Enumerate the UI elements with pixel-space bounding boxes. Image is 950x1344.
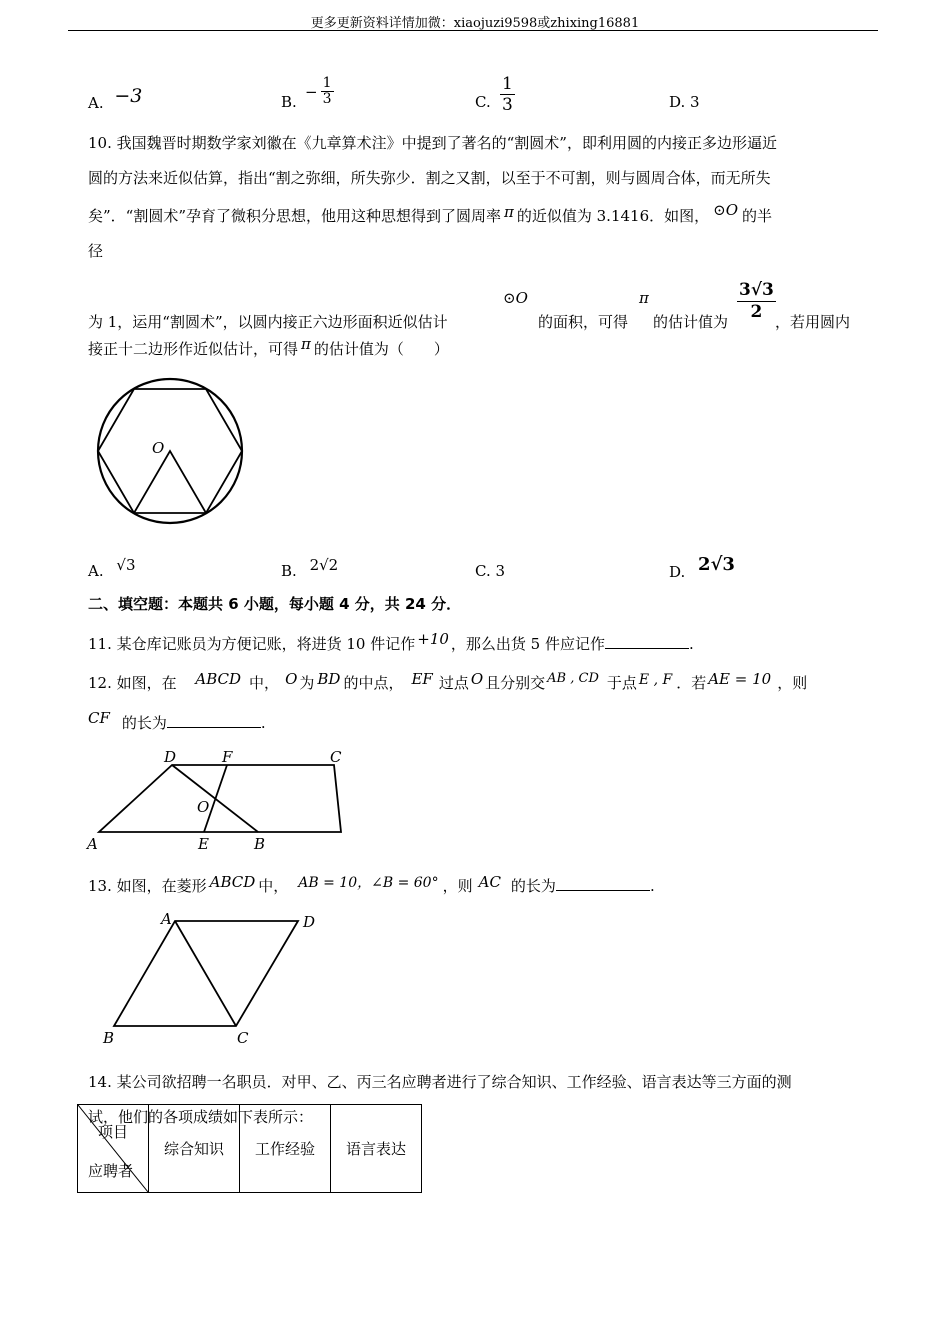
corner-bottom-label: 应聘者: [88, 1162, 134, 1180]
label-d: D: [303, 913, 316, 931]
q9-option-d: D. 3: [669, 93, 700, 111]
table-header-cell: 工作经验: [240, 1105, 331, 1193]
q10-line-4: 径: [88, 242, 104, 260]
q11-text: 11. 某仓库记账员为方便记账，将进货 10 件记作 +10 ，那么出货 5 件应记作 .: [88, 630, 694, 653]
q9-option-b-label: B.: [281, 93, 297, 111]
q14-line-2: 试，他们的各项成绩如下表所示：: [88, 1108, 314, 1126]
q13-answer-blank[interactable]: [556, 876, 650, 891]
label-c: C: [330, 748, 342, 766]
q10-line-2: 圆的方法来近似估算，指出“割之弥细，所失弥少．割之又割，以至于不可割，则与圆周合体，而无所失: [88, 169, 771, 187]
header-divider: [68, 30, 878, 31]
q10-line-5c: 的估计值为: [653, 313, 729, 331]
label-d: D: [164, 748, 177, 766]
q12-parallelogram-figure: [82, 745, 352, 855]
q10-line-6: 接正十二边形作近似估计，可得 π 的估计值为（ ）: [88, 335, 449, 358]
table-header-cell: 语言表达: [331, 1105, 422, 1193]
label-c: C: [237, 1029, 249, 1047]
q12-answer-blank[interactable]: [167, 713, 261, 728]
q9-option-a: A. −3: [88, 85, 143, 112]
label-a: A: [161, 910, 172, 928]
q9-option-b-value: − $\frac{1}{3}$: [305, 75, 332, 107]
label-e: E: [198, 835, 209, 853]
q13-rhombus-figure: [95, 905, 325, 1050]
label-o: O: [197, 798, 210, 816]
q9-option-c-label: C.: [475, 93, 491, 111]
q10-option-a: A. √3: [88, 556, 136, 580]
label-a: A: [87, 835, 98, 853]
q10-line-1: 10. 我国魏晋时期数学家刘徽在《九章算术注》中提到了著名的“割圆术”，即利用圆的内接正多边形逼近: [88, 134, 777, 152]
q14-line-1: 14. 某公司欲招聘一名职员．对甲、乙、丙三名应聘者进行了综合知识、工作经验、语言表达等三方面的测: [88, 1073, 792, 1091]
q10-pi-symbol: π: [639, 289, 649, 307]
q10-circle-o: ⊙O: [503, 289, 528, 307]
page-header-text: 更多更新资料详情加微：xiaojuzi9598或zhixing16881: [310, 16, 640, 31]
q10-hexagon-figure: [95, 375, 245, 527]
q10-line-5d: ，若用圆内: [775, 313, 851, 331]
corner-top-label: 项目: [98, 1123, 129, 1141]
q10-line-5a: 为 1，运用“割圆术”，以圆内接正六边形面积近似估计: [88, 313, 448, 331]
table-corner-cell: [78, 1105, 149, 1193]
parallelogram-abcd: [99, 765, 341, 832]
q10-option-d: D. 2√3: [669, 554, 735, 581]
q12-line-2: CF 的长为 .: [88, 709, 266, 732]
section-2-title: 二、填空题：本题共 6 小题，每小题 4 分，共 24 分．: [88, 595, 462, 613]
q10-line-3: 矣”．“割圆术”孕育了微积分思想，他用这种思想得到了圆周率 π 的近似值为 3.1416．如图， ⊙O 的半: [88, 201, 773, 225]
q14-score-table: [77, 1104, 422, 1193]
label-o: O: [152, 439, 165, 457]
center-triangle: [134, 451, 206, 513]
label-f: F: [222, 748, 233, 766]
q10-fraction: $\frac{3√3}{2}$: [739, 280, 774, 322]
label-b: B: [254, 835, 266, 853]
q10-option-b: B. 2√2: [281, 556, 339, 580]
q9-option-c-value: $\frac{1}{3}$: [502, 74, 513, 115]
q13-text: 13. 如图，在菱形 ABCD 中， AB = 10，∠B = 60° ，则 AC 的长为 .: [88, 873, 655, 895]
table-header-cell: 综合知识: [149, 1105, 240, 1193]
q12-line-1: 12. 如图，在 ABCD 中， O 为 BD 的中点， EF 过点 O 且分别交 AB , CD 于点 E , F ．若 AE = 10 ，则: [88, 670, 808, 692]
q11-answer-blank[interactable]: [605, 634, 689, 649]
diagonal-ac: [175, 921, 236, 1026]
q10-line-5b: 的面积，可得: [538, 313, 629, 331]
q10-option-c: C. 3: [475, 562, 506, 580]
label-b: B: [103, 1029, 115, 1047]
